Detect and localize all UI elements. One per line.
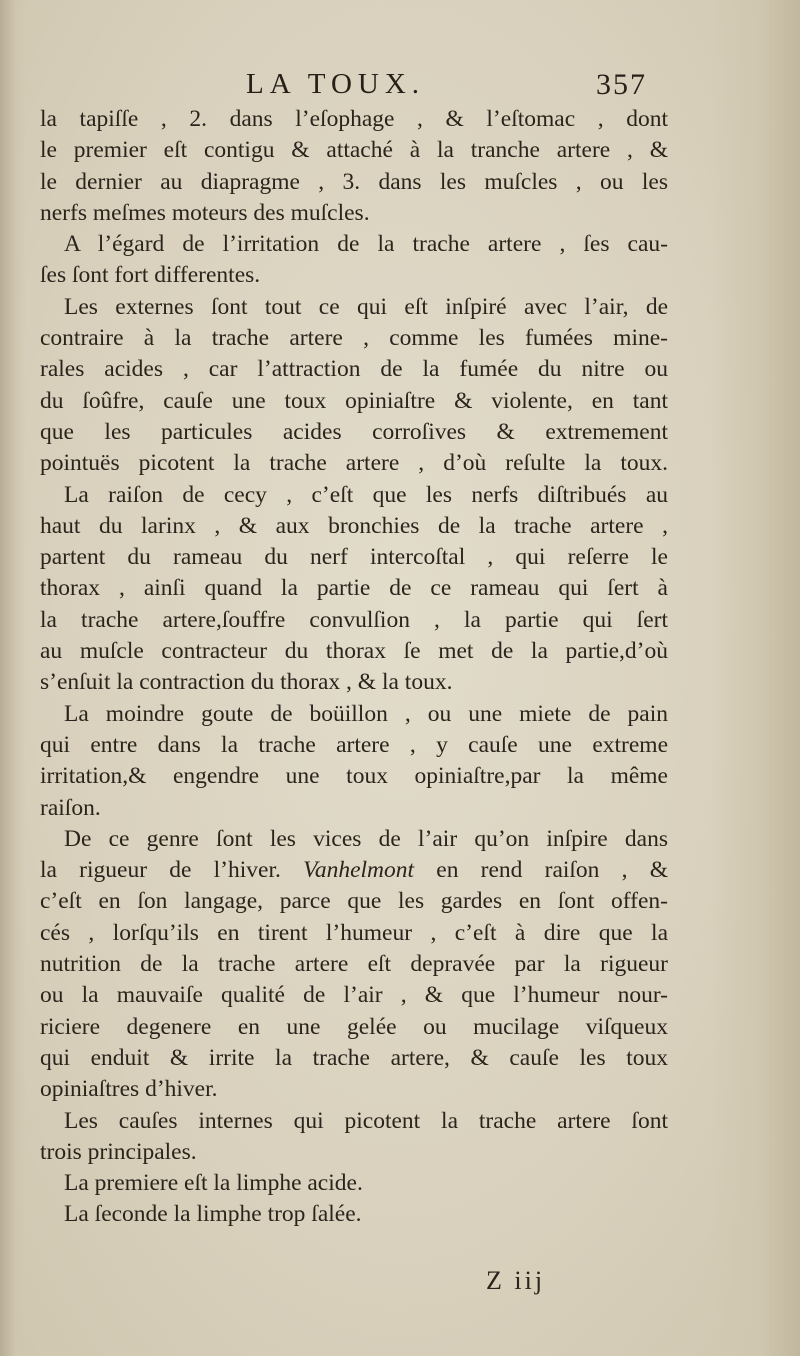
text-line: opiniaſtres d’hiver.	[40, 1076, 218, 1103]
text-line: haut du larinx , & aux bronchies de la trache artere ,	[40, 512, 668, 539]
text-line: qui entre dans la trache artere , y cauſe une extreme	[40, 731, 668, 758]
text-line: la trache artere,ſouffre convulſion , la partie qui ſert	[40, 606, 668, 633]
text-line: du ſoûfre, cauſe une toux opiniaſtre & violente, en tant	[40, 387, 668, 414]
text-line: nutrition de la trache artere eſt depravée par la rigueur	[40, 951, 668, 978]
text-line	[40, 855, 668, 886]
text-line: s’enſuit la contraction du thorax , & la toux.	[40, 669, 453, 696]
text-line: pointuës picotent la trache artere , d’où reſulte la toux.	[40, 450, 668, 477]
text-line: Les cauſes internes qui picotent la trache artere ſont	[64, 1107, 668, 1134]
author-name: Vanhelmont	[303, 857, 415, 884]
running-title: LA TOUX.	[246, 68, 426, 100]
text-line: rales acides , car l’attraction de la fumée du nitre ou	[40, 356, 668, 383]
text-line: La ſeconde la limphe trop ſalée.	[64, 1201, 362, 1228]
text-fragment: en rend raiſon , &	[436, 857, 669, 884]
text-line: contraire à la trache artere , comme les fumées mine-	[40, 325, 668, 352]
text-line: ou la mauvaiſe qualité de l’air , & que l’humeur nour-	[40, 982, 668, 1009]
text-line: trois principales.	[40, 1138, 197, 1165]
text-line: De ce genre ſont les vices de l’air qu’on inſpire dans	[64, 825, 668, 852]
text-fragment: la rigueur de l’hiver.	[40, 857, 281, 884]
text-line: Les externes ſont tout ce qui eſt inſpiré avec l’air, de	[64, 293, 668, 320]
text-line: la tapiſſe , 2. dans l’eſophage , & l’eſtomac , dont	[40, 106, 668, 132]
text-line: le premier eſt contigu & attaché à la tranche artere , &	[40, 137, 668, 164]
page-edge-shadow	[710, 0, 800, 1356]
body-text	[40, 104, 668, 1231]
text-line: La moindre goute de boüillon , ou une miete de pain	[64, 700, 668, 727]
page-number: 357	[596, 68, 647, 101]
page-header	[0, 68, 800, 108]
text-line: partent du rameau du nerf intercoſtal , qui reſerre le	[40, 544, 668, 571]
text-line: La premiere eſt la limphe acide.	[64, 1170, 363, 1197]
text-line: le dernier au diapragme , 3. dans les muſcles , ou les	[40, 168, 668, 195]
signature-mark: Z iij	[486, 1266, 546, 1295]
text-line: thorax , ainſi quand la partie de ce rameau qui ſert à	[40, 575, 668, 602]
text-line: cés , lorſqu’ils en tirent l’humeur , c’eſt à dire que la	[40, 919, 668, 946]
text-line: La raiſon de cecy , c’eſt que les nerfs diſtribués au	[64, 481, 668, 508]
text-line: qui enduit & irrite la trache artere, & cauſe les toux	[40, 1044, 668, 1071]
text-line: que les particules acides corroſives & extremement	[40, 418, 668, 445]
text-line: nerfs meſmes moteurs des muſcles.	[40, 199, 370, 226]
text-line: ſes ſont fort differentes.	[40, 262, 261, 289]
text-line: au muſcle contracteur du thorax ſe met de la partie,d’où	[40, 638, 668, 665]
text-line: A l’égard de l’irritation de la trache artere , ſes cau-	[64, 231, 668, 258]
text-line: c’eſt en ſon langage, parce que les gardes en ſont offen-	[40, 888, 668, 915]
text-line: raiſon.	[40, 794, 101, 821]
text-line: irritation,& engendre une toux opiniaſtre,par la même	[40, 763, 668, 790]
text-line: riciere degenere en une gelée ou mucilage viſqueux	[40, 1013, 668, 1040]
page-gutter-shadow	[0, 0, 26, 1356]
